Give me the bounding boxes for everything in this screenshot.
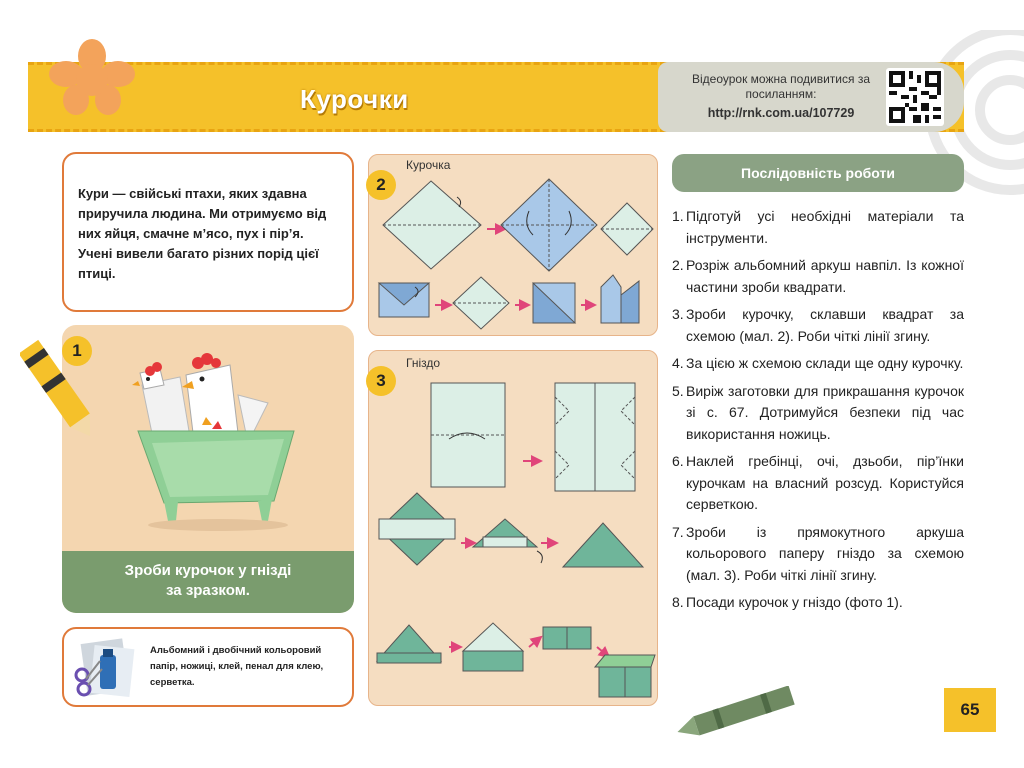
photo-caption (62, 551, 354, 613)
intro-box (62, 152, 354, 312)
step-item: 5. Виріж заготовки для прикрашання курочок зі с. 67. Дотримуйся безпеки під час використання ножиць. (672, 382, 964, 442)
steps-header: Послідовність роботи (672, 154, 964, 192)
photo-card (62, 325, 354, 613)
diagram-panel-nest (368, 350, 658, 706)
figure-number-3-badge: 3 (366, 366, 396, 396)
qr-code-icon[interactable] (886, 68, 944, 126)
pencil-decoration-icon (20, 318, 90, 448)
step-item: 7. Зроби із прямокутного аркуша кольорового паперу гніздо за схемою (мал. 3). Роби чіткі лінії згину. (672, 523, 964, 583)
photo-caption-line-2: за зразком. (166, 582, 250, 599)
step-item: 8. Посади курочок у гніздо (фото 1). (672, 594, 903, 610)
photo-caption-line-1: Зроби курочок у гнізді (124, 562, 292, 579)
step-item: 6. Наклей гребінці, очі, дзьоби, пір’їнки курочкам на власний розсуд. Користуйся серветкою. (672, 453, 964, 512)
diagram-panel-hen (368, 154, 658, 336)
crayon-decoration-icon (674, 686, 804, 736)
materials-icon (70, 635, 144, 701)
intro-text: Кури — свійські птахи, яких здавна приручила людина. Ми отримуємо від них яйця, смачне м’ясо, пух і пір’я. Учені вивели багато різних порід цієї птиці. (78, 186, 327, 281)
nest-diagram-label: Гніздо (406, 356, 441, 370)
page-number: 65 (944, 688, 996, 732)
figure-number-2-badge: 2 (366, 170, 396, 200)
hen-diagram-label: Курочка (406, 158, 451, 172)
figure-number-1-badge: 1 (62, 336, 92, 366)
nest-folding-diagram (369, 351, 659, 707)
video-link-text-block (676, 72, 886, 121)
step-item: 1. Підготуй усі необхідні матеріали та інструменти. (672, 208, 964, 246)
hen-folding-diagram (369, 155, 659, 337)
paper-hen-right (182, 353, 268, 443)
hens-in-nest-photo (62, 325, 354, 551)
step-item: 2. Розріж альбомний аркуш навпіл. Із кожної частини зроби квадрати. (672, 257, 964, 295)
flower-icon (48, 38, 136, 116)
video-caption: Відеоурок можна подивитися за посиланням: (691, 72, 871, 101)
video-url-link[interactable]: http://rnk.com.ua/107729 (707, 106, 855, 120)
step-item: 4. За цією ж схемою склади ще одну курочку. (672, 355, 964, 371)
page-title: Курочки (300, 84, 409, 114)
materials-box (62, 627, 354, 707)
step-item: 3. Зроби курочку, склавши квадрат за схемою (мал. 2). Роби чіткі лінії згину. (672, 306, 964, 344)
steps-list (672, 206, 964, 620)
materials-text: Альбомний і двобічний кольоровий папір, ножиці, клей, пенал для клею, серветка. (150, 645, 324, 688)
